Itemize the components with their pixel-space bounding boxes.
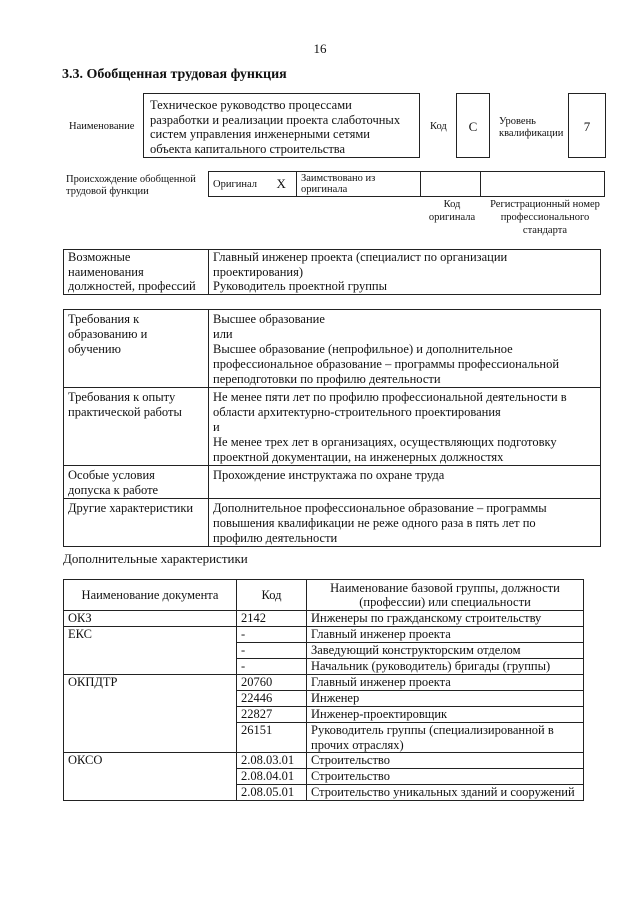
table-row	[64, 675, 584, 691]
naming-label: Наименование	[69, 121, 135, 132]
original-label: Оригинал	[209, 172, 267, 197]
positions-table	[63, 249, 601, 295]
requirement-row-admission	[64, 466, 601, 499]
function-name-line: разработки и реализации проекта слаботочных	[150, 112, 401, 127]
code-cell: 2142	[237, 611, 307, 627]
requirement-row-experience	[64, 388, 601, 466]
name-cell: Строительство	[307, 753, 584, 769]
additional-table	[63, 579, 584, 801]
registration-number-caption	[484, 198, 606, 237]
requirement-label-line: образованию и	[68, 327, 148, 341]
positions-label-line: наименования	[68, 264, 144, 279]
table-row	[64, 627, 584, 643]
code-cell: 2.08.04.01	[237, 769, 307, 785]
function-name-line: объекта капитального строительства	[150, 141, 346, 156]
level-value: 7	[568, 93, 606, 158]
additional-title: Дополнительные характеристики	[63, 551, 248, 566]
function-name-line: систем управления инженерными сетями	[150, 127, 370, 141]
header-doc: Наименование документа	[64, 580, 237, 611]
requirement-label-line: практической работы	[68, 405, 182, 419]
requirement-label-line: Требования к	[68, 312, 140, 326]
requirement-value	[209, 310, 601, 388]
positions-value-line: Руководитель проектной группы	[213, 279, 387, 293]
name-cell: Строительство	[307, 769, 584, 785]
requirement-label-line: Особые условия	[68, 468, 155, 482]
requirement-value-line: Прохождение инструктажа по охране труда	[213, 468, 445, 482]
code-cell: 20760	[237, 675, 307, 691]
section-title: 3.3. Обобщенная трудовая функция	[62, 67, 287, 82]
code-cell: 2.08.03.01	[237, 753, 307, 769]
positions-label-line: Возможные	[68, 250, 131, 264]
positions-value-line: Главный инженер проекта (специалист по организации	[213, 250, 508, 264]
header-name-line: (профессии) или специальности	[359, 595, 531, 609]
requirement-value-line: и	[213, 420, 220, 434]
original-code-caption	[421, 198, 483, 224]
borrowed-cell	[297, 172, 421, 197]
level-label-line: Уровень	[499, 116, 536, 127]
caption-line: профессионального	[500, 212, 590, 223]
requirement-row-education	[64, 310, 601, 388]
code-value: C	[456, 93, 490, 158]
positions-value	[209, 250, 601, 295]
name-cell: Строительство уникальных зданий и сооружений	[307, 785, 584, 801]
caption-line: оригинала	[428, 212, 476, 223]
requirement-row-other	[64, 499, 601, 547]
requirement-value-line: повышения квалификации не реже одного раза в пять лет по	[213, 516, 536, 530]
positions-value-line: проектирования)	[213, 264, 304, 279]
caption-line: Код	[443, 199, 461, 210]
table-row	[64, 753, 584, 769]
name-cell: Руководитель группы (специализированной в прочих отраслях)	[307, 723, 584, 753]
requirement-label-line: допуска к работе	[68, 483, 159, 497]
requirements-table	[63, 309, 601, 547]
requirement-label	[64, 499, 209, 547]
code-cell: 22827	[237, 707, 307, 723]
requirement-label	[64, 466, 209, 499]
requirement-value-line: Высшее образование	[213, 312, 325, 326]
requirement-value	[209, 466, 601, 499]
header-name-line: Наименование базовой группы, должности	[330, 580, 560, 595]
code-cell: 22446	[237, 691, 307, 707]
doc-cell: ОКСО	[64, 753, 237, 801]
code-label: Код	[430, 121, 447, 132]
requirement-value-line: или	[213, 327, 233, 341]
requirement-value	[209, 388, 601, 466]
name-cell: Главный инженер проекта	[307, 627, 584, 643]
function-name-line: Техническое руководство процессами	[150, 98, 352, 112]
code-cell: 2.08.05.01	[237, 785, 307, 801]
requirement-value	[209, 499, 601, 547]
level-label-line: квалификации	[499, 128, 564, 139]
requirement-value-line: переподготовки по профилю деятельности	[213, 372, 441, 386]
code-cell: -	[237, 627, 307, 643]
header-code: Код	[237, 580, 307, 611]
caption-line: Регистрационный номер	[490, 199, 600, 210]
requirement-value-line: Дополнительное профессиональное образование – программы	[213, 501, 547, 515]
requirement-value-line: Не менее пяти лет по профилю профессиональной деятельности в	[213, 390, 567, 404]
origin-label-line: Происхождение обобщенной	[66, 174, 196, 185]
requirement-label	[64, 310, 209, 388]
level-label	[499, 116, 563, 140]
requirement-value-line: Не менее трех лет в организациях, осуществляющих подготовку	[213, 435, 557, 449]
origin-table	[208, 171, 605, 197]
positions-label-line: должностей, профессий	[68, 279, 196, 293]
origin-label	[66, 174, 196, 198]
function-name-box	[143, 93, 420, 158]
header-name	[307, 580, 584, 611]
page-number: 16	[313, 41, 327, 56]
borrowed-line: Заимствовано из	[301, 173, 376, 184]
caption-line: стандарта	[522, 225, 568, 236]
code-cell: 26151	[237, 723, 307, 753]
name-cell: Инженер-проектировщик	[307, 707, 584, 723]
requirement-value-line: проектной документации, на инженерных должностях	[213, 450, 504, 464]
registration-number-cell	[481, 172, 605, 197]
code-cell: -	[237, 643, 307, 659]
positions-label	[64, 250, 209, 295]
name-cell: Начальник (руководитель) бригады (группы)	[307, 659, 584, 675]
requirement-label-line: Требования к опыту	[68, 390, 176, 404]
name-cell: Заведующий конструкторским отделом	[307, 643, 584, 659]
original-code-cell	[421, 172, 481, 197]
name-cell: Инженер	[307, 691, 584, 707]
requirement-value-line: профилю деятельности	[213, 531, 338, 545]
requirement-value-line: области архитектурно-строительного проектирования	[213, 405, 501, 419]
name-cell: Главный инженер проекта	[307, 675, 584, 691]
requirement-label-line: обучению	[68, 342, 121, 356]
borrowed-line: оригинала	[301, 184, 348, 195]
name-cell: Инженеры по гражданскому строительству	[307, 611, 584, 627]
requirement-value-line: Высшее образование (непрофильное) и дополнительное	[213, 342, 513, 356]
table-row	[64, 611, 584, 627]
requirement-label-line: Другие характеристики	[68, 501, 194, 515]
code-cell: -	[237, 659, 307, 675]
origin-label-line: трудовой функции	[66, 186, 149, 197]
doc-cell: ОКПДТР	[64, 675, 237, 753]
requirement-value-line: профессиональное образование – программы профессиональной	[213, 357, 560, 371]
original-mark: X	[267, 172, 297, 197]
doc-cell: ЕКС	[64, 627, 237, 675]
requirement-label	[64, 388, 209, 466]
doc-cell: ОКЗ	[64, 611, 237, 627]
